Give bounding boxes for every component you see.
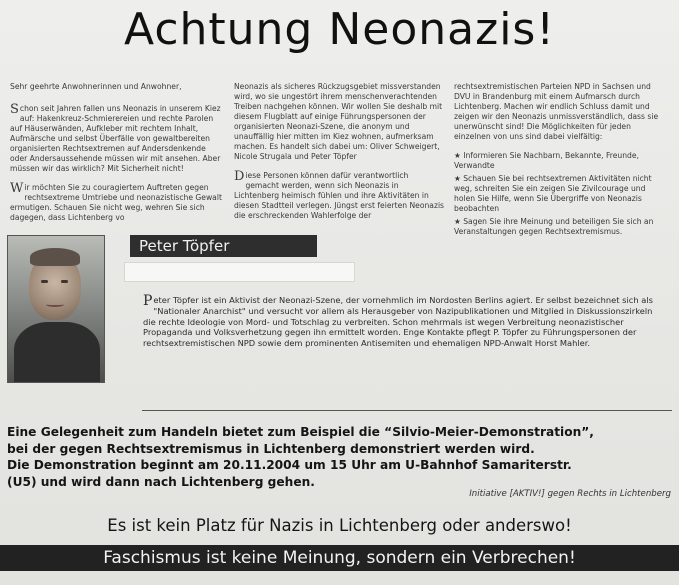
text-column-2 [234, 82, 444, 230]
paragraph [10, 104, 222, 174]
slogan: Es ist kein Platz für Nazis in Lichtenberg oder anderswo! [107, 516, 572, 535]
paragraph [234, 171, 444, 221]
photo-mouth [46, 302, 64, 307]
text-column-3 [454, 82, 668, 240]
photo-hair [30, 248, 80, 266]
divider [142, 410, 672, 411]
paragraph-text: iese Personen können dafür verantwortlich gemacht werden, wenn sich Neonazis in Lichtenberg heimisch fühlen und ihre Aktivitäten in diesen Stadtteil verlegen. Jüngst erst feierten Neonazis die erschreckenden Wahlerfolge der [234, 171, 445, 220]
paragraph-text: Neonazis als sicheres Rückzugsgebiet missverstanden wird, wo sie ungestört ihrem menschenverachtenden Treiben nachgehen können. Wir wollen Sie deshalb mit diesem Flugblatt auf einige Führungspersonen der organisierten Neonazi-Szene, die anonym und unauffällig hier mitten im Kiez wohnen, aufmerksam machen. Es handelt sich dabei um: Oliver Schweigert, Nicole Strugala und Peter Töpfer [234, 82, 443, 161]
drop-initial: S [10, 102, 19, 117]
paragraph-text: chon seit Jahren fallen uns Neonazis in unserem Kiez auf: Hakenkreuz-Schmierereien und rechte Parolen auf Häuserwänden, Aufkleber mit rechtem Inhalt, Aufmärsche und selbst Überfälle von gewaltbereiten organisierten Rechtsextremen auf Andersdenkende oder Andersaussehende müssen wir mit ansehen. Aber müssen wir das wirklich? Mit Sicherheit nicht! [10, 104, 221, 173]
slogan-banner: Faschismus ist keine Meinung, sondern ein Verbrechen! [0, 545, 679, 571]
photo-shoulders [14, 322, 100, 383]
list-item: ★ Schauen Sie bei rechtsextremen Aktivitäten nicht weg, schreiten Sie ein zeigen Sie Zivilcourage und holen Sie Hilfe, wenn Sie Übergriffe von Neonazis beobachten [454, 174, 652, 213]
paragraph [10, 183, 222, 223]
initiative-credit: Initiative [AKTIV!] gegen Rechts in Lichtenberg [469, 489, 671, 499]
action-list [454, 151, 668, 237]
list-item: ★ Informieren Sie Nachbarn, Bekannte, Freunde, Verwandte [454, 151, 639, 170]
call-line: Eine Gelegenheit zum Handeln bietet zum Beispiel die “Silvio-Meier-Demonstration”, [7, 425, 594, 439]
call-to-action [7, 424, 679, 490]
photo-eye [41, 280, 48, 283]
paragraph-text: rechtsextremistischen Parteien NPD in Sachsen und DVU in Brandenburg mit einem Aufmarsch durch Lichtenberg. Machen wir endlich Schluss damit und zeigen wir den Neonazis unmissverständlich, dass sie unerwünscht sind! Die Möglichkeiten für jeden einzelnen von uns sind dabei vielfältig: [454, 82, 659, 141]
text-column-1 [10, 82, 222, 232]
profile-section [0, 230, 679, 390]
profile-name: Peter Töpfer [130, 235, 317, 257]
photo-eye [61, 280, 68, 283]
drop-initial: D [234, 169, 245, 184]
call-line: bei der gegen Rechtsextremismus in Lichtenberg demonstriert werden wird. [7, 441, 535, 456]
list-item: ★ Sagen Sie ihre Meinung und beteiligen Sie sich an Veranstaltungen gegen Rechtsextremismus. [454, 217, 654, 236]
blank-box [124, 262, 355, 282]
headline: Achtung Neonazis! [124, 4, 555, 55]
paragraph-text: ir möchten Sie zu couragiertem Auftreten gegen rechtsextreme Umtriebe und neonazistische Gewalt ermutigen. Schauen Sie nicht weg, wehren Sie sich dagegen, dass Lichtenberg vo [10, 183, 222, 222]
portrait-photo [7, 235, 105, 383]
greeting: Sehr geehrte Anwohnerinnen und Anwohner, [10, 82, 182, 91]
bio-text: eter Töpfer ist ein Aktivist der Neonazi-Szene, der vornehmlich im Nordosten Berlins agiert. Er selbst bezeichnet sich als "Nationaler Anarchist" und versucht vor allem als Herausgeber von Nazipublikationen und Mitglied in Diskussionszirkeln die rechte Ideologie von Mord- und Totschlag zu verbreiten. Schon mehrmals ist wegen Verbreitung neonazistischer Propaganda und Volksverhetzung gegen ihn ermittelt worden. Enge Kontakte pflegt P. Töpfer zu Führungspersonen der rechtsextremistischen NPD sowie dem prominenten Antisemiten und ehemaligen NPD-Anwalt Horst Mahler. [143, 295, 653, 349]
call-line: (U5) und wird dann nach Lichtenberg gehen. [7, 474, 315, 489]
drop-initial: P [143, 293, 153, 309]
drop-initial: W [10, 181, 24, 196]
call-line: Die Demonstration beginnt am 20.11.2004 um 15 Uhr am U-Bahnhof Samariterstr. [7, 458, 572, 472]
profile-bio [143, 295, 663, 349]
